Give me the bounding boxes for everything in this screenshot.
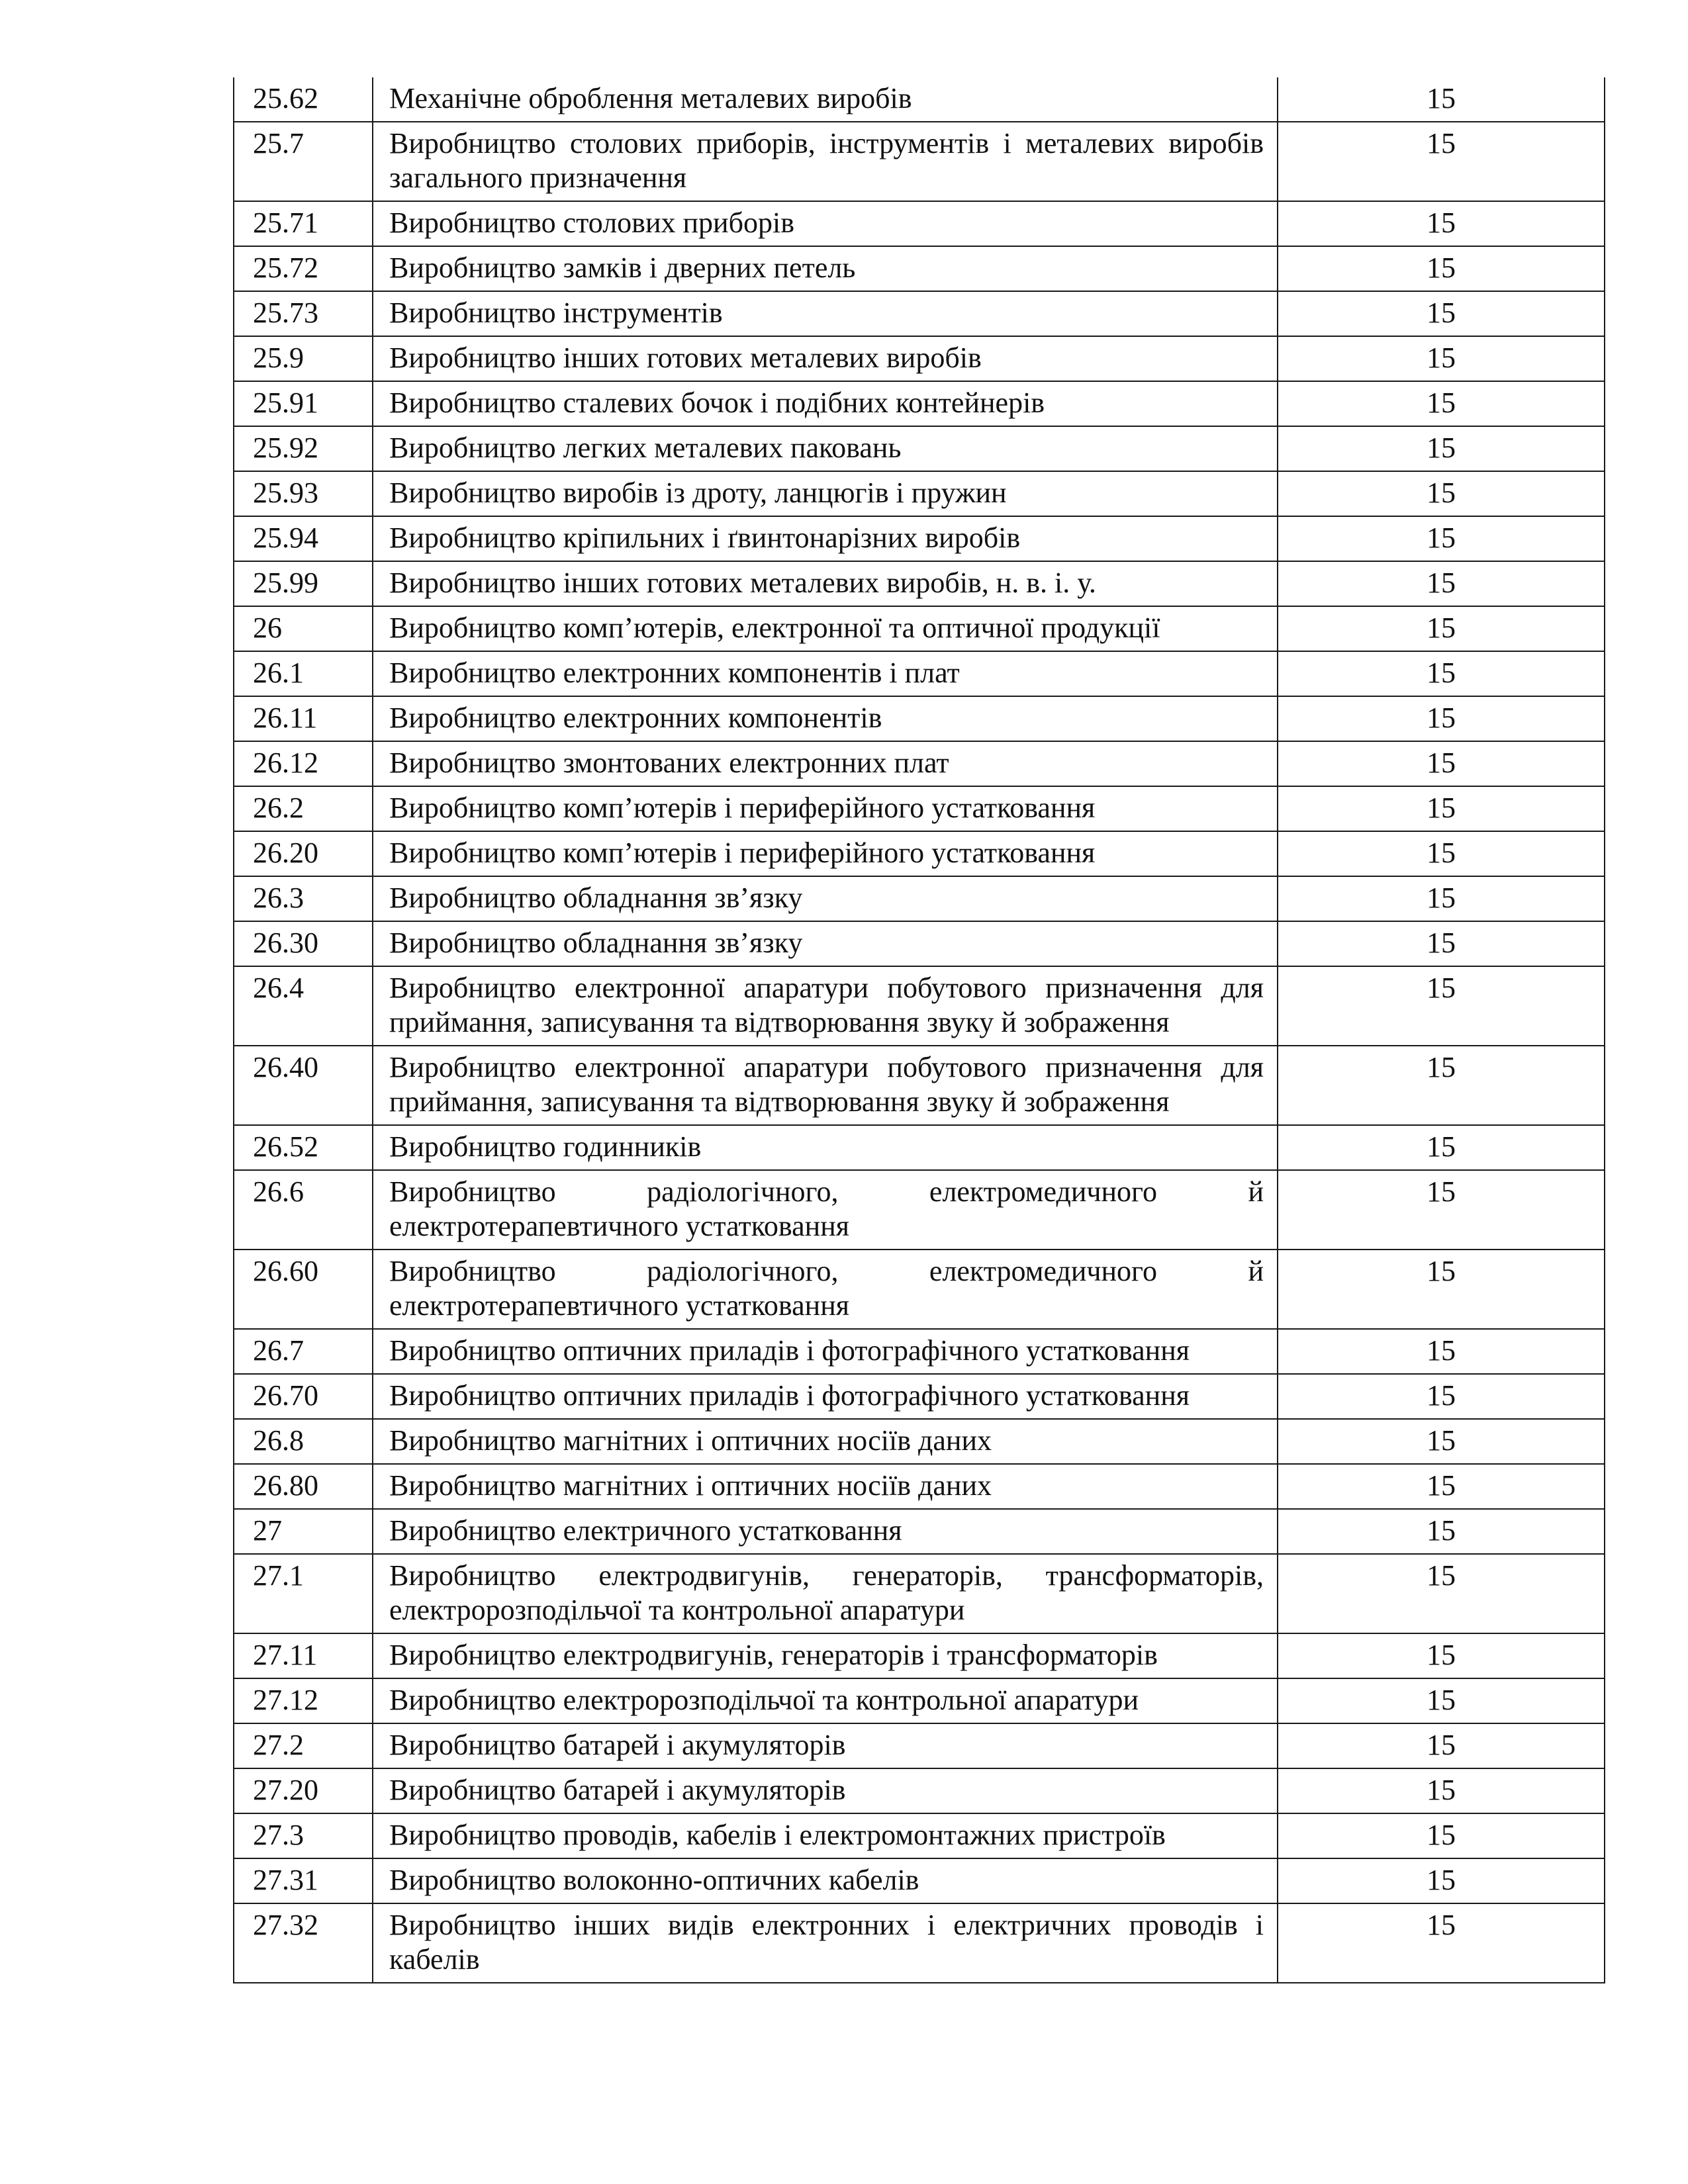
activity-code-cell: 26.3 — [234, 876, 373, 921]
activity-code-cell: 26 — [234, 606, 373, 651]
table-row — [234, 336, 1605, 381]
value-cell: 15 — [1278, 966, 1605, 1046]
activity-code-cell: 25.99 — [234, 561, 373, 606]
value-cell: 15 — [1278, 876, 1605, 921]
activity-name-cell: Виробництво комп’ютерів і периферійного устатковання — [373, 831, 1278, 876]
value-cell: 15 — [1278, 1554, 1605, 1633]
activity-code-cell: 25.7 — [234, 122, 373, 201]
activity-name-cell: Виробництво оптичних приладів і фотографічного устатковання — [373, 1374, 1278, 1419]
value-cell: 15 — [1278, 1903, 1605, 1983]
table-row — [234, 1170, 1605, 1250]
activity-code-cell: 26.70 — [234, 1374, 373, 1419]
activity-name-cell: Виробництво обладнання зв’язку — [373, 876, 1278, 921]
activity-code-cell: 26.30 — [234, 921, 373, 966]
activity-code-cell: 27 — [234, 1509, 373, 1554]
table-row — [234, 1813, 1605, 1858]
table-row — [234, 1250, 1605, 1329]
table-row — [234, 1509, 1605, 1554]
value-cell: 15 — [1278, 606, 1605, 651]
activity-code-cell: 27.20 — [234, 1768, 373, 1813]
value-cell: 15 — [1278, 651, 1605, 696]
table-row — [234, 1464, 1605, 1509]
value-cell: 15 — [1278, 561, 1605, 606]
table-row — [234, 741, 1605, 786]
table-row — [234, 1633, 1605, 1678]
activity-name-cell: Виробництво проводів, кабелів і електромонтажних пристроїв — [373, 1813, 1278, 1858]
value-cell: 15 — [1278, 516, 1605, 561]
activity-name-cell: Виробництво комп’ютерів, електронної та оптичної продукції — [373, 606, 1278, 651]
activity-name-cell: Виробництво волоконно-оптичних кабелів — [373, 1858, 1278, 1903]
activity-name-cell: Виробництво електронних компонентів — [373, 696, 1278, 741]
value-cell: 15 — [1278, 1046, 1605, 1125]
value-cell: 15 — [1278, 1813, 1605, 1858]
table-row — [234, 1125, 1605, 1170]
activity-name-cell: Виробництво столових приборів, інструментів і металевих виробів загального призначення — [373, 122, 1278, 201]
table-row — [234, 561, 1605, 606]
value-cell: 15 — [1278, 1250, 1605, 1329]
activity-codes-table — [233, 77, 1605, 1983]
table-row — [234, 77, 1605, 122]
table-row — [234, 381, 1605, 426]
table-row — [234, 1374, 1605, 1419]
value-cell: 15 — [1278, 921, 1605, 966]
activity-name-cell: Виробництво обладнання зв’язку — [373, 921, 1278, 966]
activity-name-cell: Виробництво інструментів — [373, 291, 1278, 336]
activity-name-cell: Виробництво електронних компонентів і плат — [373, 651, 1278, 696]
table-row — [234, 786, 1605, 831]
activity-name-cell: Виробництво столових приборів — [373, 201, 1278, 246]
activity-name-cell: Виробництво електронної апаратури побутового призначення для приймання, записування та відтворювання звуку й зображення — [373, 1046, 1278, 1125]
activity-code-cell: 26.12 — [234, 741, 373, 786]
activity-code-cell: 25.73 — [234, 291, 373, 336]
activity-code-cell: 26.2 — [234, 786, 373, 831]
activity-code-cell: 25.91 — [234, 381, 373, 426]
table-row — [234, 831, 1605, 876]
activity-name-cell: Виробництво інших видів електронних і електричних проводів і кабелів — [373, 1903, 1278, 1983]
activity-name-cell: Виробництво оптичних приладів і фотографічного устатковання — [373, 1329, 1278, 1374]
value-cell: 15 — [1278, 1419, 1605, 1464]
activity-code-cell: 26.1 — [234, 651, 373, 696]
table-row — [234, 1419, 1605, 1464]
activity-name-cell: Виробництво магнітних і оптичних носіїв даних — [373, 1419, 1278, 1464]
activity-code-cell: 25.94 — [234, 516, 373, 561]
value-cell: 15 — [1278, 831, 1605, 876]
activity-name-cell: Виробництво електродвигунів, генераторів і трансформаторів — [373, 1633, 1278, 1678]
activity-code-cell: 27.32 — [234, 1903, 373, 1983]
table-body — [234, 77, 1605, 1983]
table-row — [234, 426, 1605, 471]
value-cell: 15 — [1278, 1768, 1605, 1813]
table-row — [234, 516, 1605, 561]
table-row — [234, 921, 1605, 966]
value-cell: 15 — [1278, 201, 1605, 246]
value-cell: 15 — [1278, 471, 1605, 516]
activity-name-cell: Виробництво годинників — [373, 1125, 1278, 1170]
activity-code-cell: 25.62 — [234, 77, 373, 122]
table-row — [234, 471, 1605, 516]
activity-code-cell: 27.31 — [234, 1858, 373, 1903]
table-row — [234, 1554, 1605, 1633]
activity-name-cell: Виробництво електричного устатковання — [373, 1509, 1278, 1554]
table-row — [234, 1329, 1605, 1374]
value-cell: 15 — [1278, 246, 1605, 291]
value-cell: 15 — [1278, 786, 1605, 831]
value-cell: 15 — [1278, 1633, 1605, 1678]
activity-name-cell: Виробництво інших готових металевих виробів — [373, 336, 1278, 381]
value-cell: 15 — [1278, 1678, 1605, 1723]
activity-code-cell: 26.52 — [234, 1125, 373, 1170]
table-row — [234, 696, 1605, 741]
activity-name-cell: Виробництво виробів із дроту, ланцюгів і пружин — [373, 471, 1278, 516]
activity-name-cell: Виробництво магнітних і оптичних носіїв даних — [373, 1464, 1278, 1509]
activity-code-cell: 25.71 — [234, 201, 373, 246]
activity-code-cell: 27.2 — [234, 1723, 373, 1768]
value-cell: 15 — [1278, 1170, 1605, 1250]
table-row — [234, 1768, 1605, 1813]
activity-code-cell: 26.6 — [234, 1170, 373, 1250]
value-cell: 15 — [1278, 1329, 1605, 1374]
activity-code-cell: 26.20 — [234, 831, 373, 876]
activity-name-cell: Виробництво сталевих бочок і подібних контейнерів — [373, 381, 1278, 426]
activity-code-cell: 26.7 — [234, 1329, 373, 1374]
value-cell: 15 — [1278, 77, 1605, 122]
activity-name-cell: Виробництво радіологічного, електромедичного й електротерапевтичного устатковання — [373, 1250, 1278, 1329]
table-row — [234, 246, 1605, 291]
activity-code-cell: 25.9 — [234, 336, 373, 381]
activity-name-cell: Виробництво електронної апаратури побутового призначення для приймання, записування та відтворювання звуку й зображення — [373, 966, 1278, 1046]
table-row — [234, 201, 1605, 246]
value-cell: 15 — [1278, 1858, 1605, 1903]
activity-name-cell: Виробництво замків і дверних петель — [373, 246, 1278, 291]
activity-name-cell: Механічне оброблення металевих виробів — [373, 77, 1278, 122]
table-row — [234, 876, 1605, 921]
activity-name-cell: Виробництво електророзподільчої та контрольної апаратури — [373, 1678, 1278, 1723]
value-cell: 15 — [1278, 1509, 1605, 1554]
table-row — [234, 1858, 1605, 1903]
activity-name-cell: Виробництво електродвигунів, генераторів, трансформаторів, електророзподільчої та контрольної апаратури — [373, 1554, 1278, 1633]
activity-code-cell: 26.8 — [234, 1419, 373, 1464]
activity-code-cell: 27.12 — [234, 1678, 373, 1723]
activity-code-cell: 26.60 — [234, 1250, 373, 1329]
activity-code-cell: 26.11 — [234, 696, 373, 741]
activity-code-cell: 26.40 — [234, 1046, 373, 1125]
activity-name-cell: Виробництво комп’ютерів і периферійного устатковання — [373, 786, 1278, 831]
activity-code-cell: 27.11 — [234, 1633, 373, 1678]
value-cell: 15 — [1278, 122, 1605, 201]
table-row — [234, 1903, 1605, 1983]
value-cell: 15 — [1278, 381, 1605, 426]
activity-name-cell: Виробництво радіологічного, електромедичного й електротерапевтичного устатковання — [373, 1170, 1278, 1250]
activity-name-cell: Виробництво легких металевих паковань — [373, 426, 1278, 471]
activity-code-cell: 27.3 — [234, 1813, 373, 1858]
table-row — [234, 1678, 1605, 1723]
value-cell: 15 — [1278, 741, 1605, 786]
activity-code-cell: 26.80 — [234, 1464, 373, 1509]
value-cell: 15 — [1278, 1125, 1605, 1170]
activity-name-cell: Виробництво кріпильних і ґвинтонарізних виробів — [373, 516, 1278, 561]
activity-name-cell: Виробництво батарей і акумуляторів — [373, 1768, 1278, 1813]
value-cell: 15 — [1278, 291, 1605, 336]
value-cell: 15 — [1278, 696, 1605, 741]
activity-name-cell: Виробництво інших готових металевих виробів, н. в. і. у. — [373, 561, 1278, 606]
activity-code-cell: 26.4 — [234, 966, 373, 1046]
table-row — [234, 966, 1605, 1046]
table-row — [234, 606, 1605, 651]
activity-code-cell: 25.92 — [234, 426, 373, 471]
value-cell: 15 — [1278, 426, 1605, 471]
activity-name-cell: Виробництво батарей і акумуляторів — [373, 1723, 1278, 1768]
table-row — [234, 1723, 1605, 1768]
activity-code-cell: 25.93 — [234, 471, 373, 516]
table-row — [234, 1046, 1605, 1125]
table-row — [234, 291, 1605, 336]
value-cell: 15 — [1278, 1464, 1605, 1509]
value-cell: 15 — [1278, 336, 1605, 381]
activity-code-cell: 25.72 — [234, 246, 373, 291]
activity-code-cell: 27.1 — [234, 1554, 373, 1633]
value-cell: 15 — [1278, 1723, 1605, 1768]
table-row — [234, 122, 1605, 201]
activity-name-cell: Виробництво змонтованих електронних плат — [373, 741, 1278, 786]
table-row — [234, 651, 1605, 696]
value-cell: 15 — [1278, 1374, 1605, 1419]
